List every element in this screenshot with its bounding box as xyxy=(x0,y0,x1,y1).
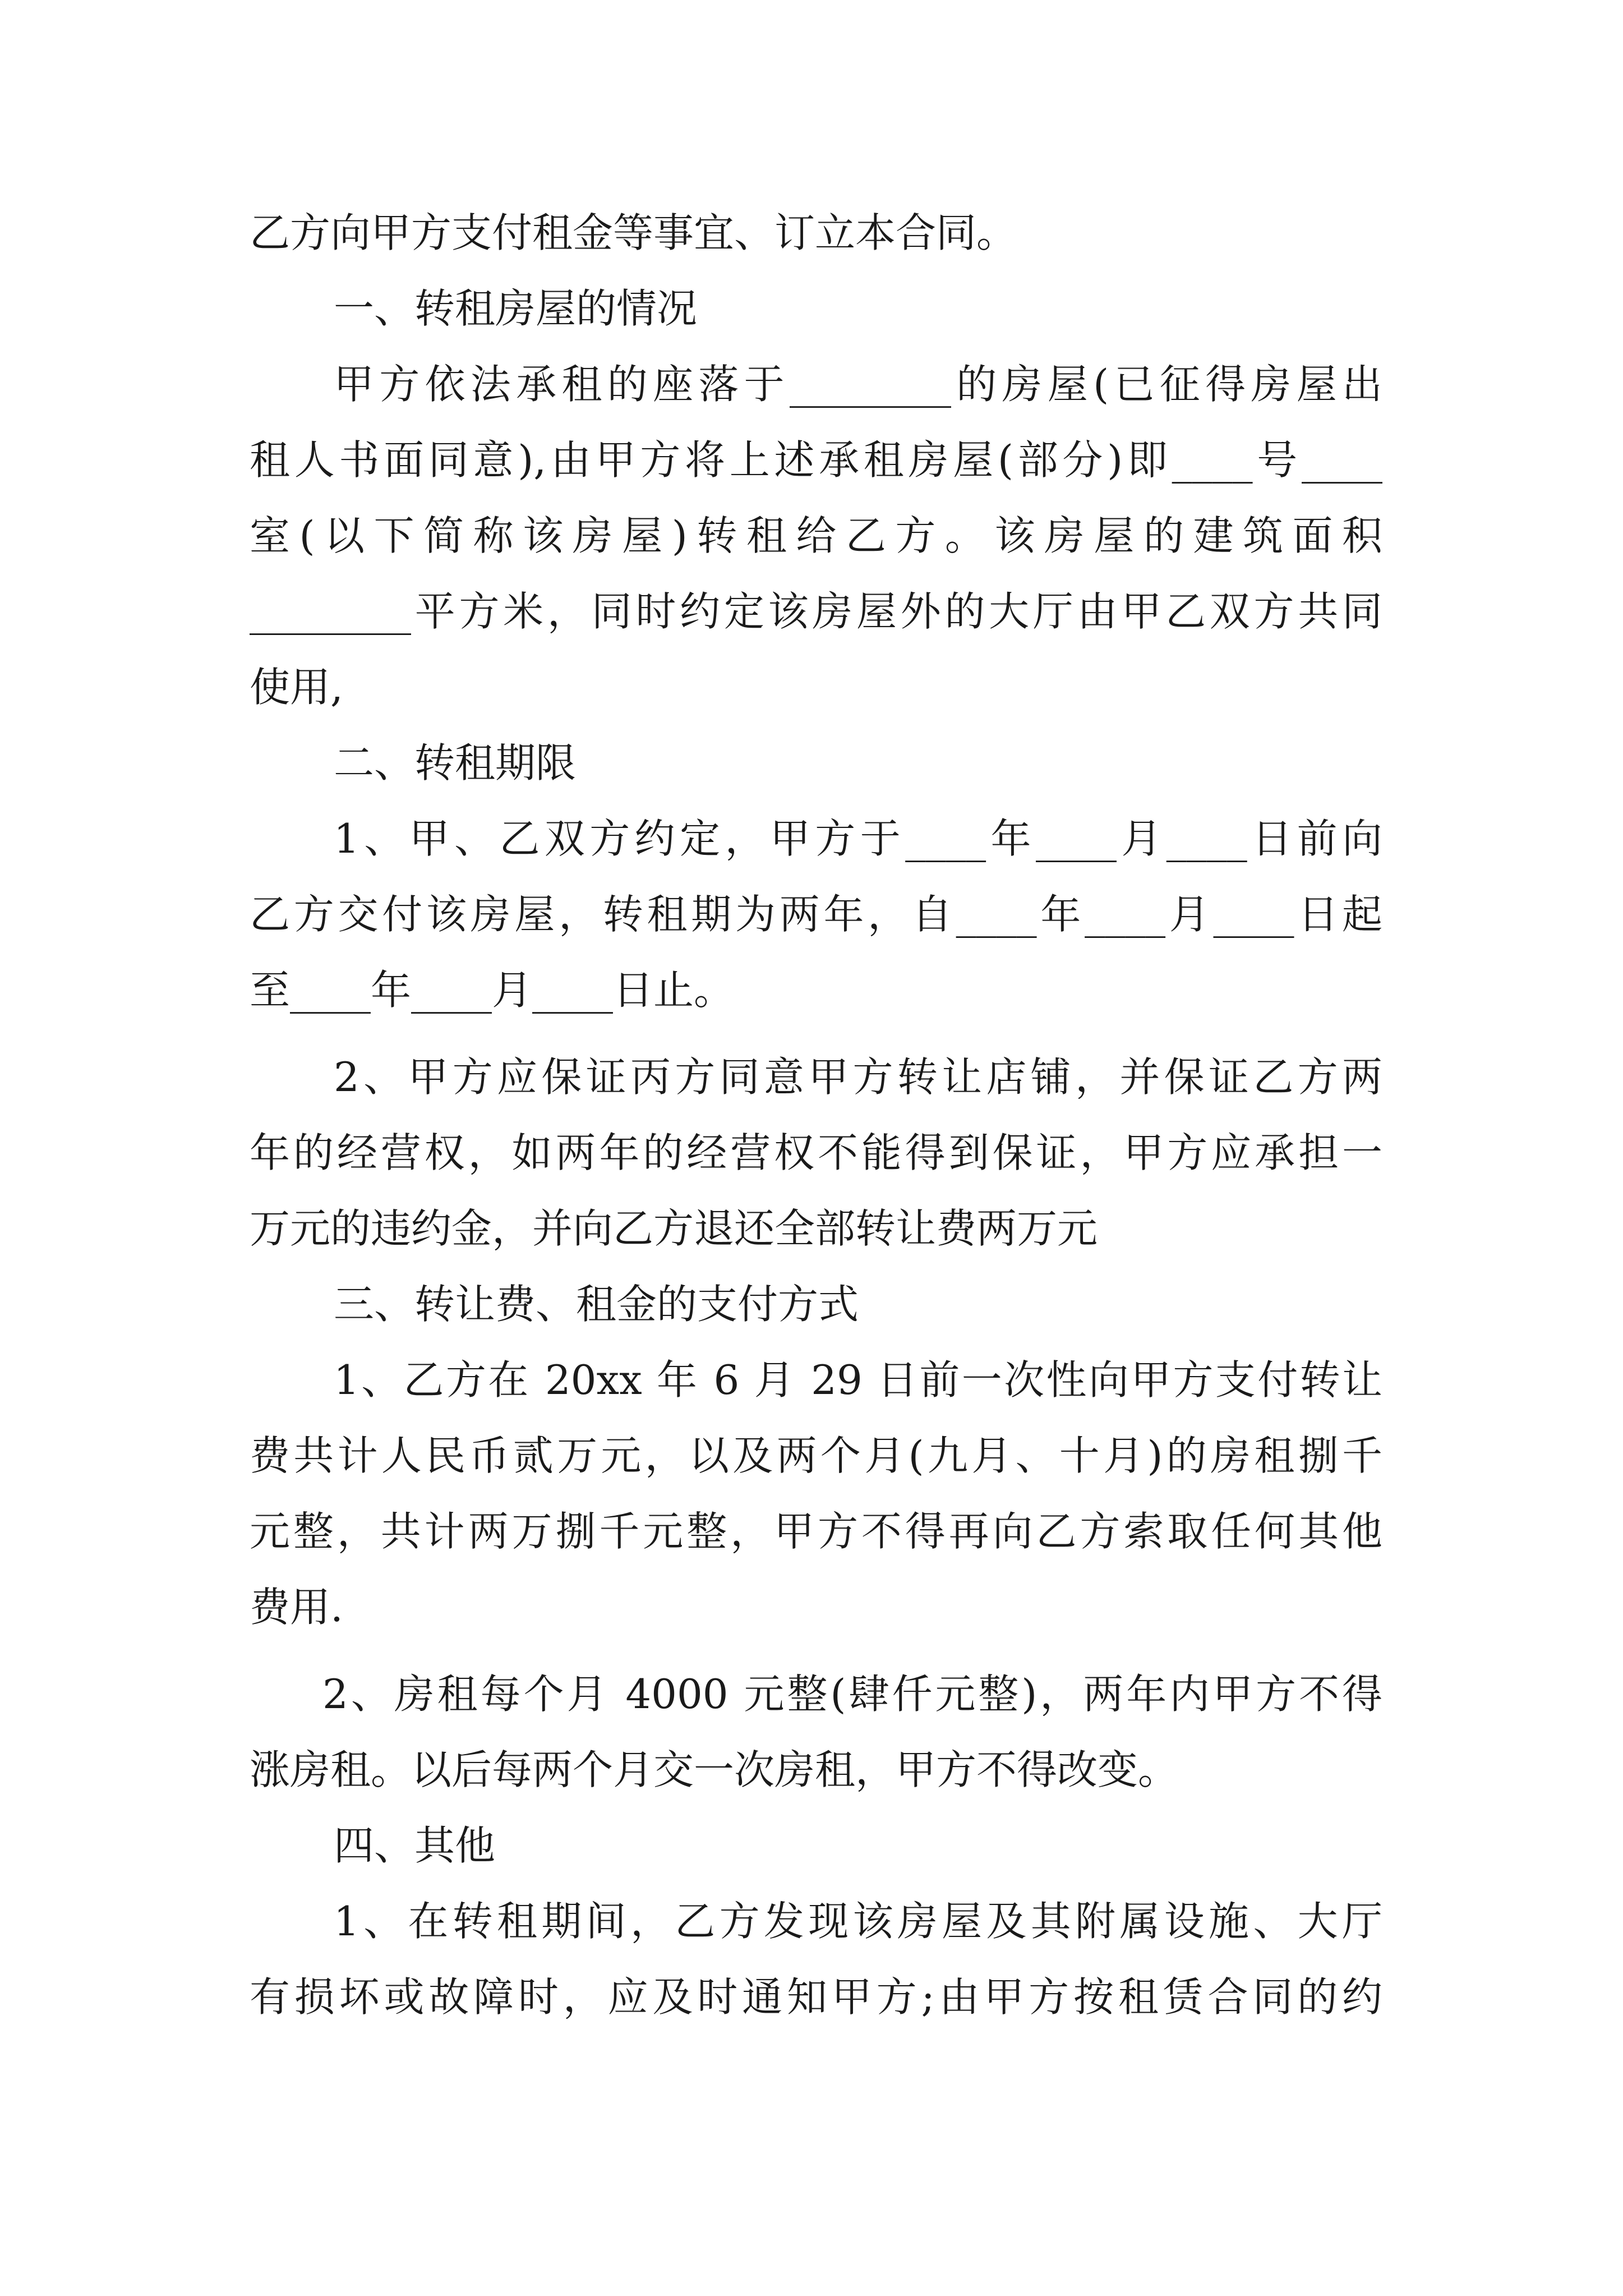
paragraph-line-13: 年的经营权，如两年的经营权不能得到保证，甲方应承担一 xyxy=(250,1129,1382,1176)
paragraph-line-6: ________平方米，同时约定该房屋外的大厅由甲乙双方共同 xyxy=(250,588,1382,635)
section-heading-2: 二、转租期限 xyxy=(334,739,577,786)
paragraph-line-18: 元整，共计两万捌千元整，甲方不得再向乙方索取任何其他 xyxy=(250,1508,1382,1555)
paragraph-line-12: 2、甲方应保证丙方同意甲方转让店铺，并保证乙方两 xyxy=(334,1053,1382,1101)
section-heading-1: 一、转租房屋的情况 xyxy=(334,285,698,332)
paragraph-line-14: 万元的违约金，并向乙方退还全部转让费两万元 xyxy=(250,1205,1098,1252)
paragraph-line-20: 2、房租每个月 4000 元整(肆仟元整)，两年内甲方不得 xyxy=(322,1671,1382,1718)
paragraph-line-17: 费共计人民币贰万元，以及两个月(九月、十月)的房租捌千 xyxy=(250,1432,1382,1479)
section-heading-3: 三、转让费、租金的支付方式 xyxy=(334,1281,859,1328)
paragraph-line-24: 有损坏或故障时，应及时通知甲方;由甲方按租赁合同的约 xyxy=(250,1973,1382,2021)
section-heading-4: 四、其他 xyxy=(334,1822,496,1869)
paragraph-line-4: 租人书面同意),由甲方将上述承租房屋(部分)即____号____ xyxy=(250,436,1382,484)
paragraph-line-16: 1、乙方在 20xx 年 6 月 29 日前一次性向甲方支付转让 xyxy=(334,1356,1382,1404)
paragraph-line-1: 乙方向甲方支付租金等事宜、订立本合同。 xyxy=(250,209,1017,256)
paragraph-line-11: 至____年____月____日止。 xyxy=(250,967,735,1014)
paragraph-line-19: 费用. xyxy=(250,1584,343,1631)
paragraph-line-5: 室(以下简称该房屋)转租给乙方。该房屋的建筑面积 xyxy=(250,512,1382,559)
paragraph-line-3: 甲方依法承租的座落于________的房屋(已征得房屋出 xyxy=(334,361,1382,408)
paragraph-line-23: 1、在转租期间，乙方发现该房屋及其附属设施、大厅 xyxy=(334,1898,1382,1945)
paragraph-line-21: 涨房租。以后每两个月交一次房租，甲方不得改变。 xyxy=(250,1746,1179,1793)
paragraph-line-7: 使用, xyxy=(250,664,343,711)
paragraph-line-9: 1、甲、乙双方约定，甲方于____年____月____日前向 xyxy=(334,815,1382,862)
paragraph-line-10: 乙方交付该房屋，转租期为两年，自____年____月____日起 xyxy=(250,891,1382,938)
